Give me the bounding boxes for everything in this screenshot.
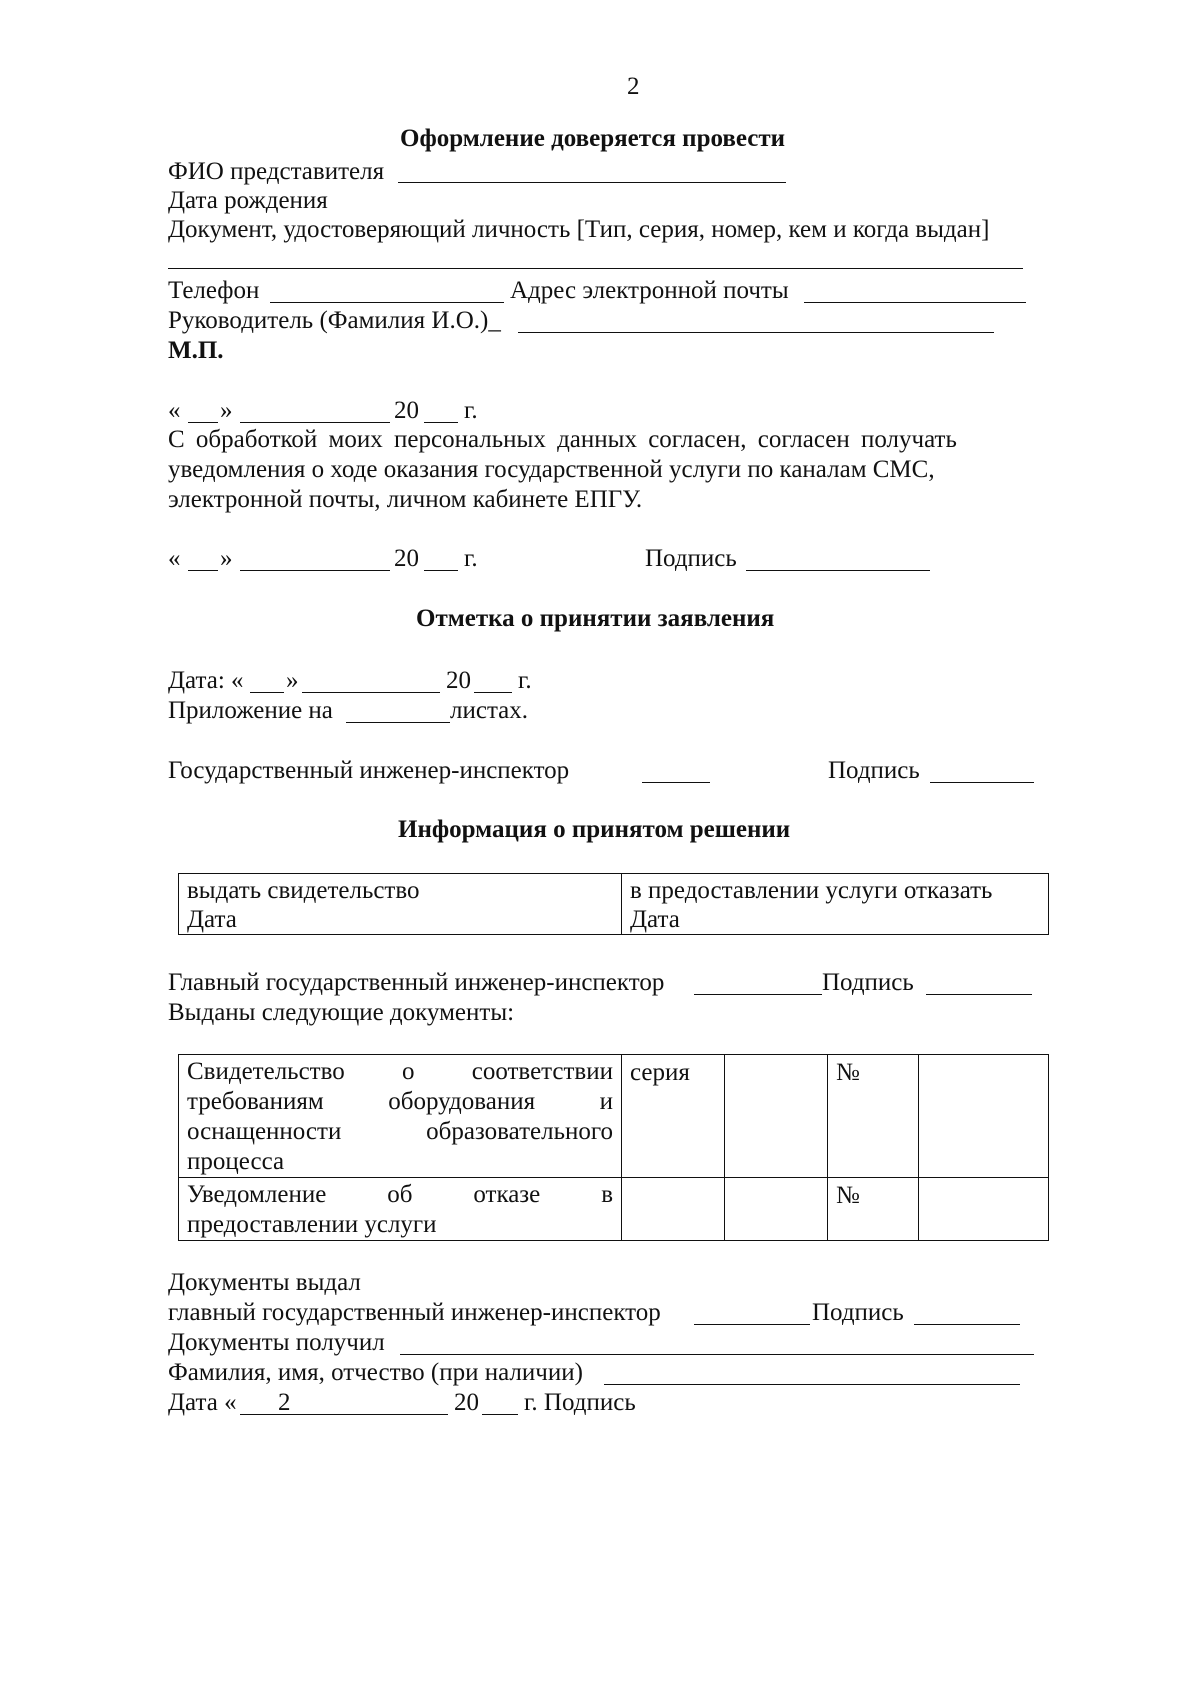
doc-refusal-series-value[interactable] (725, 1178, 828, 1241)
section-title-acceptance: Отметка о принятии заявления (416, 605, 775, 632)
year-field[interactable] (424, 422, 458, 423)
issued-docs-label: Выданы следующие документы: (168, 999, 515, 1026)
inspector-label: Государственный инженер-инспектор (168, 757, 570, 784)
fio-field[interactable] (398, 182, 786, 183)
receiver-fio-field[interactable] (604, 1384, 1020, 1385)
section-title-decision: Информация о принятом решении (398, 816, 791, 843)
id-document-field[interactable] (168, 268, 1023, 269)
receiver-fio-label: Фамилия, имя, отчество (при наличии) (168, 1359, 583, 1386)
day-field[interactable] (188, 422, 218, 423)
table-row (179, 1178, 1049, 1241)
handover-chief-field[interactable] (694, 1324, 810, 1325)
page-number: 2 (627, 73, 640, 100)
email-label: Адрес электронной почты (510, 277, 789, 304)
decision-table (178, 873, 1049, 935)
decision-issue-label: выдать свидетельство (187, 877, 420, 904)
attachment-suffix: листах. (450, 697, 529, 724)
doc-refusal-series-label (622, 1178, 725, 1241)
doc-refusal-line-1: Уведомление об отказе в (187, 1181, 613, 1208)
doc-refusal-number-value[interactable] (919, 1178, 1049, 1241)
attachment-prefix: Приложение на (168, 697, 333, 724)
consent-line-1: С обработкой моих персональных данных согласен, согласен получать (168, 426, 957, 453)
year-prefix: 20 (394, 545, 419, 572)
handover-day-value: 2 (278, 1389, 291, 1416)
id-document-label: Документ, удостоверяющий личность [Тип, серия, номер, кем и когда выдан] (168, 216, 990, 243)
doc-refusal-line-2: предоставлении услуги (187, 1211, 437, 1238)
acceptance-year-prefix: 20 (446, 667, 471, 694)
decision-issue-date: Дата (187, 906, 237, 933)
decision-issue-cell[interactable] (179, 874, 622, 935)
doc-certificate-line-3: оснащенности образовательного (187, 1118, 613, 1145)
docs-received-label: Документы получил (168, 1329, 385, 1356)
doc-certificate-line-1: Свидетельство о соответствии (187, 1058, 613, 1085)
attachment-sheets-field[interactable] (346, 722, 450, 723)
close-quote: » (220, 545, 233, 572)
doc-certificate-number-label: № (828, 1055, 919, 1178)
doc-certificate-series-value[interactable] (725, 1055, 828, 1178)
month-field[interactable] (240, 570, 390, 571)
inspector-signature-label: Подпись (828, 757, 920, 784)
doc-certificate-name (179, 1055, 622, 1178)
inspector-signature-field[interactable] (930, 782, 1034, 783)
signature-label: Подпись (645, 545, 737, 572)
handover-date-prefix: Дата « (168, 1389, 237, 1416)
handover-chief-label: главный государственный инженер-инспектор (168, 1299, 661, 1326)
year-field[interactable] (424, 570, 458, 571)
signature-field[interactable] (746, 570, 930, 571)
consent-line-3: электронной почты, личном кабинете ЕПГУ. (168, 486, 643, 513)
consent-line-2: уведомления о ходе оказания государственной услуги по каналам СМС, (168, 456, 935, 483)
fio-label: ФИО представителя (168, 158, 385, 185)
doc-certificate-line-2: требованиям оборудования и (187, 1088, 613, 1115)
acceptance-date-prefix: Дата: « (168, 667, 244, 694)
issued-docs-table (178, 1054, 1049, 1241)
birth-label: Дата рождения (168, 187, 328, 214)
acceptance-month-field[interactable] (302, 692, 440, 693)
doc-certificate-series-label: серия (622, 1055, 725, 1178)
head-label: Руководитель (Фамилия И.О.)_ (168, 307, 501, 334)
email-field[interactable] (804, 302, 1026, 303)
handover-year-field[interactable] (482, 1414, 518, 1415)
decision-refuse-date: Дата (630, 906, 680, 933)
year-suffix: г. (464, 545, 478, 572)
stamp-label: М.П. (168, 337, 224, 364)
handover-signature-label: Подпись (812, 1299, 904, 1326)
acceptance-year-field[interactable] (474, 692, 512, 693)
chief-inspector-field[interactable] (694, 994, 822, 995)
handover-year-prefix: 20 (454, 1389, 479, 1416)
doc-certificate-number-value[interactable] (919, 1055, 1049, 1178)
acceptance-day-field[interactable] (250, 692, 284, 693)
phone-label: Телефон (168, 277, 260, 304)
doc-refusal-name (179, 1178, 622, 1241)
handover-year-suffix: г. Подпись (524, 1389, 636, 1416)
handover-signature-field[interactable] (914, 1324, 1020, 1325)
decision-refuse-label: в предоставлении услуги отказать (630, 877, 993, 904)
section-title-entrust: Оформление доверяется провести (400, 125, 786, 152)
table-row (179, 874, 1049, 935)
year-suffix: г. (464, 397, 478, 424)
chief-inspector-label: Главный государственный инженер-инспектор (168, 969, 665, 996)
acceptance-year-suffix: г. (518, 667, 532, 694)
open-quote: « (168, 397, 181, 424)
acceptance-close-quote: » (286, 667, 299, 694)
handover-month-field[interactable] (292, 1414, 448, 1415)
close-quote: » (220, 397, 233, 424)
docs-received-field[interactable] (400, 1354, 1034, 1355)
year-prefix: 20 (394, 397, 419, 424)
table-row (179, 1055, 1049, 1178)
chief-signature-field[interactable] (926, 994, 1032, 995)
day-field[interactable] (188, 570, 218, 571)
month-field[interactable] (240, 422, 390, 423)
doc-refusal-number-label: № (828, 1178, 919, 1241)
phone-field[interactable] (270, 302, 504, 303)
head-field[interactable] (518, 332, 994, 333)
doc-certificate-line-4: процесса (187, 1148, 285, 1175)
chief-signature-label: Подпись (822, 969, 914, 996)
decision-refuse-cell[interactable] (622, 874, 1049, 935)
inspector-field[interactable] (642, 782, 710, 783)
open-quote: « (168, 545, 181, 572)
docs-issued-by-label: Документы выдал (168, 1269, 361, 1296)
